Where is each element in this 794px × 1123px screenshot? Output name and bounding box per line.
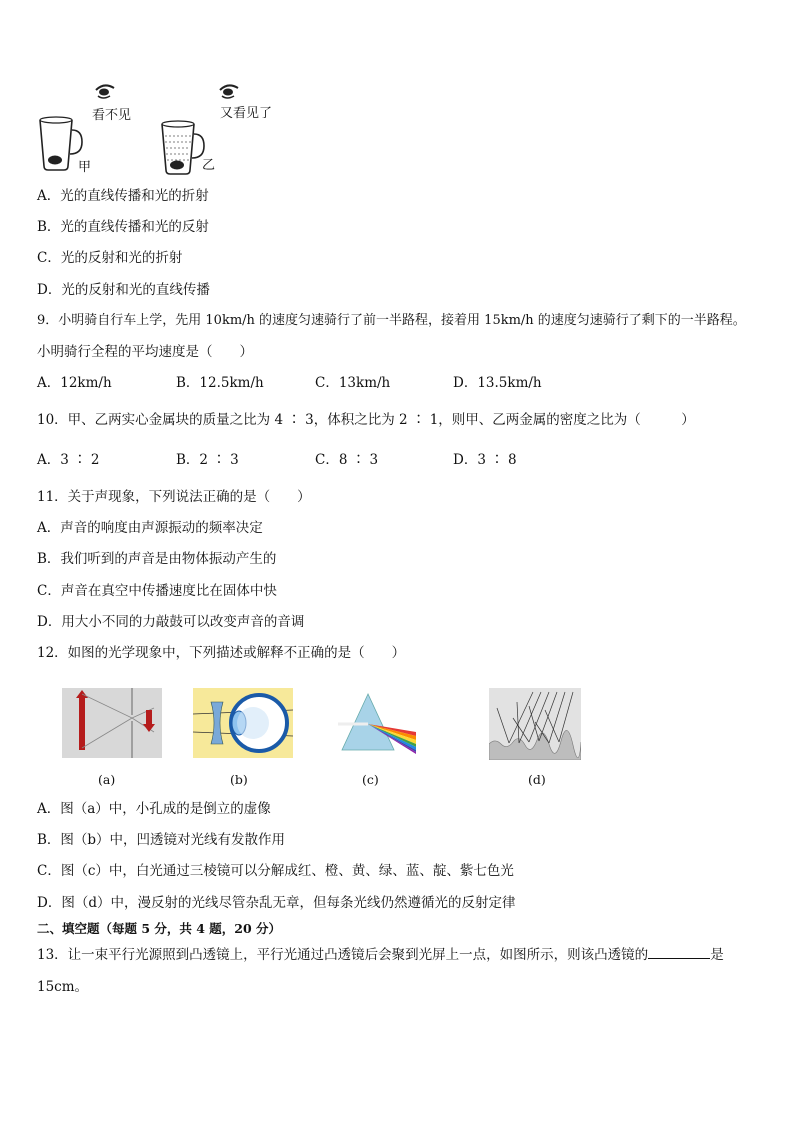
q10-option-a: A．3 ∶ 2 bbox=[37, 452, 100, 468]
q13-stem-line2: 15cm。 bbox=[37, 979, 89, 995]
cup-left-label: 甲 bbox=[78, 160, 92, 175]
q12-option-b: B．图（b）中，凹透镜对光线有发散作用 bbox=[37, 832, 286, 848]
q9-option-b: B．12.5km/h bbox=[176, 375, 264, 391]
q13-stem-tail: 是 bbox=[710, 947, 724, 963]
q9-option-a: A．12km/h bbox=[37, 375, 112, 391]
q10-option-c: C．8 ∶ 3 bbox=[315, 452, 379, 468]
eye-left-icon bbox=[96, 85, 114, 98]
q9-option-d: D．13.5km/h bbox=[453, 375, 542, 391]
figure-c-prism bbox=[338, 690, 418, 754]
figure-a-pinhole bbox=[62, 688, 162, 758]
q10-option-b: B．2 ∶ 3 bbox=[176, 452, 239, 468]
q12-option-d: D．图（d）中，漫反射的光线尽管杂乱无章，但每条光线仍然遵循光的反射定律 bbox=[37, 895, 516, 911]
q8-option-a: A．光的直线传播和光的折射 bbox=[37, 188, 209, 204]
q12-option-a: A．图（a）中，小孔成的是倒立的虚像 bbox=[37, 801, 271, 817]
figure-c-caption: (c) bbox=[362, 772, 379, 787]
cup-right-label: 乙 bbox=[202, 158, 216, 173]
q11-stem: 11．关于声现象，下列说法正确的是（ ） bbox=[37, 489, 311, 505]
q13-stem-line1 bbox=[37, 946, 724, 964]
cups-illustration bbox=[30, 78, 290, 180]
q12-option-c: C．图（c）中，白光通过三棱镜可以分解成红、橙、黄、绿、蓝、靛、紫七色光 bbox=[37, 863, 514, 879]
eye-right-label: 又看见了 bbox=[220, 106, 273, 121]
q8-option-d: D．光的反射和光的直线传播 bbox=[37, 282, 210, 298]
q13-stem-text: 13．让一束平行光源照到凸透镜上，平行光通过凸透镜后会聚到光屏上一点，如图所示，则该凸透镜的 bbox=[37, 947, 649, 963]
q10-stem: 10．甲、乙两实心金属块的质量之比为 4 ∶ 3，体积之比为 2 ∶ 1，则甲、乙两金属的密度之比为（ ） bbox=[37, 412, 695, 428]
eye-right-icon bbox=[220, 85, 238, 98]
figure-a-caption: (a) bbox=[98, 772, 116, 787]
eye-left-label: 看不见 bbox=[92, 108, 132, 123]
section-heading: 二、填空题（每题 5 分，共 4 题，20 分） bbox=[37, 921, 282, 936]
q10-option-d: D．3 ∶ 8 bbox=[453, 452, 517, 468]
cups-figure bbox=[30, 78, 290, 180]
q11-option-b: B．我们听到的声音是由物体振动产生的 bbox=[37, 551, 277, 567]
cup-left-icon bbox=[40, 117, 82, 170]
q12-stem: 12．如图的光学现象中，下列描述或解释不正确的是（ ） bbox=[37, 645, 406, 661]
figure-b-caption: (b) bbox=[230, 772, 248, 787]
q8-option-c: C．光的反射和光的折射 bbox=[37, 250, 183, 266]
q9-stem-line2: 小明骑行全程的平均速度是（ ） bbox=[37, 344, 253, 360]
q11-option-c: C．声音在真空中传播速度比在固体中快 bbox=[37, 583, 277, 599]
q9-option-c: C．13km/h bbox=[315, 375, 391, 391]
q11-option-d: D．用大小不同的力敲鼓可以改变声音的音调 bbox=[37, 614, 305, 630]
cup-right-icon bbox=[162, 121, 204, 174]
figure-d-diffuse-reflection bbox=[489, 688, 581, 760]
figure-d-caption: (d) bbox=[528, 772, 546, 787]
q8-option-b: B．光的直线传播和光的反射 bbox=[37, 219, 209, 235]
figure-b-concave-lens bbox=[193, 688, 293, 758]
q11-option-a: A．声音的响度由声源振动的频率决定 bbox=[37, 520, 263, 536]
q9-stem-line1: 9．小明骑自行车上学，先用 10km/h 的速度匀速骑行了前一半路程，接着用 15km/h 的速度匀速骑行了剩下的一半路程。 bbox=[37, 313, 746, 328]
answer-blank[interactable] bbox=[648, 946, 710, 959]
